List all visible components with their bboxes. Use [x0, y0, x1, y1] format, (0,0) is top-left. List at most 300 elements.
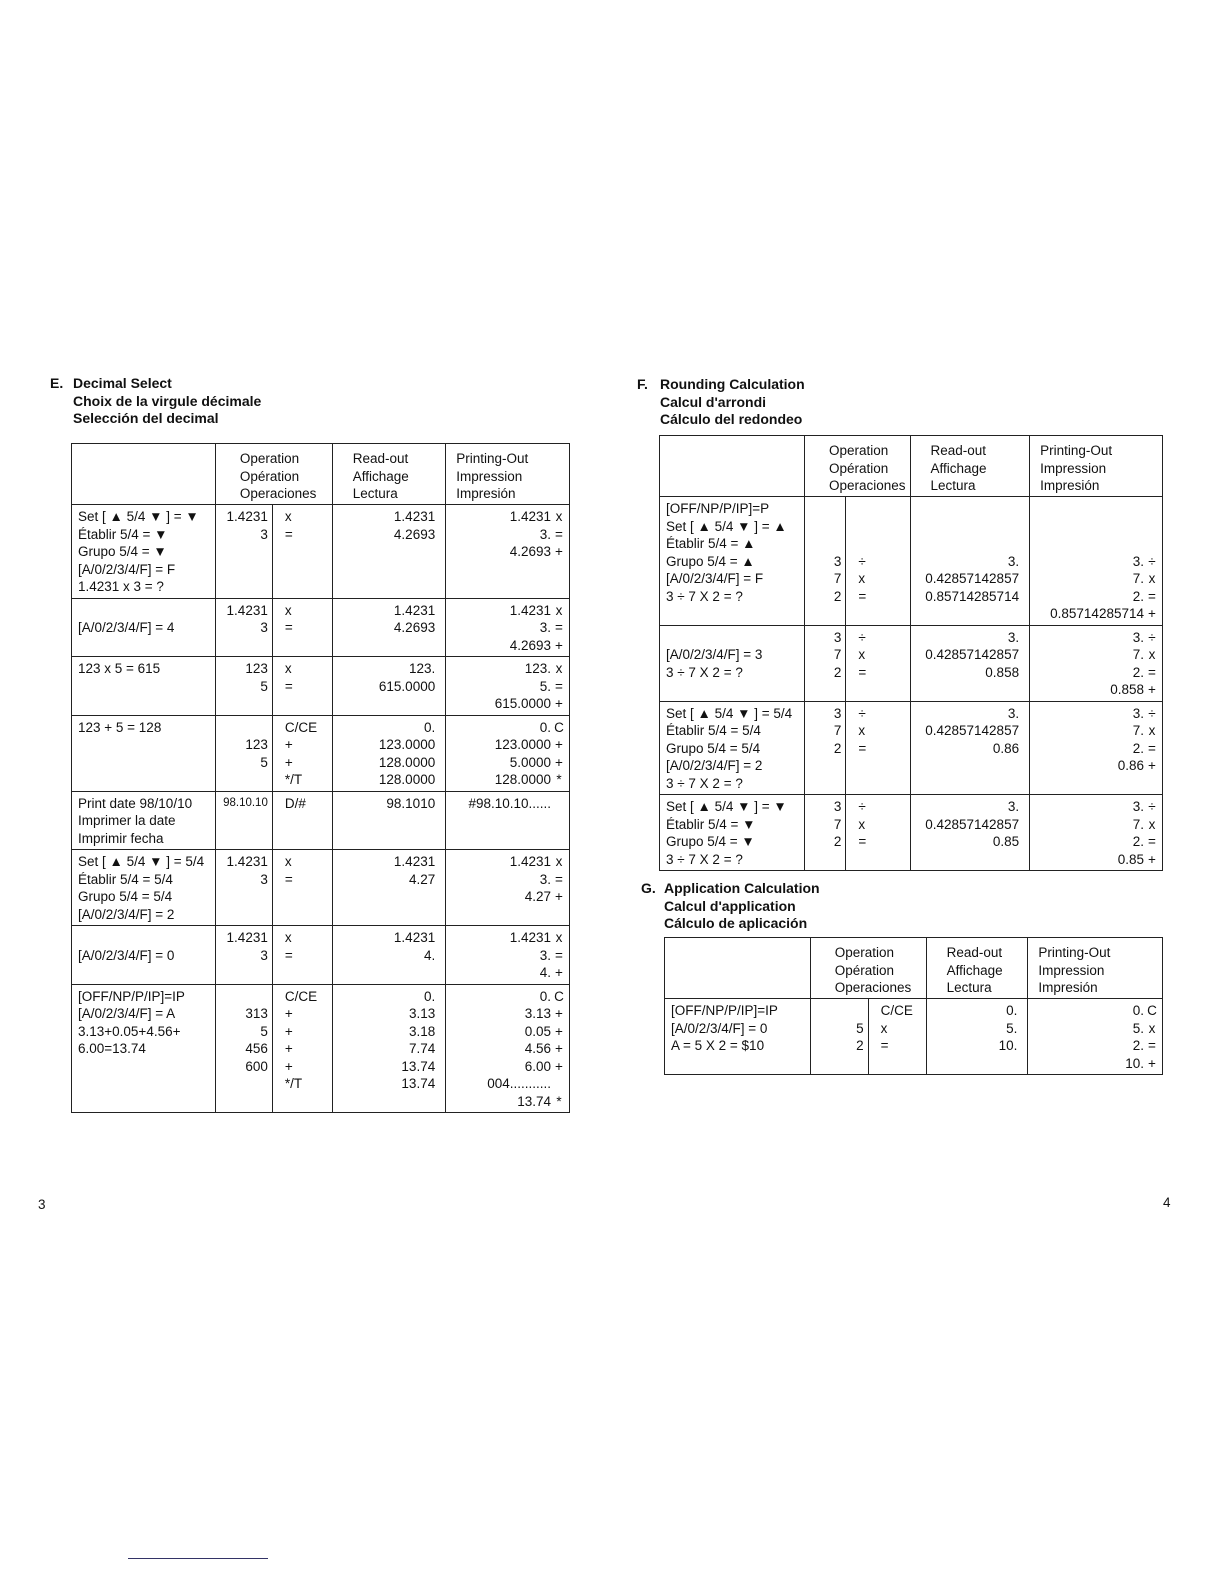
key-operator: x: [284, 509, 292, 524]
entry-number: 3: [260, 526, 268, 542]
entry-number: 3: [260, 947, 268, 963]
printout-line: [450, 754, 567, 772]
table-row: [72, 850, 570, 926]
section-letter: F.: [637, 376, 648, 392]
description-line: [666, 629, 800, 647]
key-operator: =: [284, 678, 293, 694]
printout-value: 1.4231: [509, 854, 551, 869]
key-operator: */T: [284, 1076, 303, 1091]
key-operator: =: [858, 740, 867, 756]
readout-value: 3.: [1007, 553, 1020, 569]
key-operator: ÷: [858, 629, 866, 645]
key-operator: C/CE: [284, 988, 318, 1004]
description-line: [78, 602, 211, 620]
readout-values: [910, 795, 1030, 871]
title-en: Rounding Calculation: [660, 376, 805, 392]
operation-description: [72, 850, 216, 926]
entry-numbers: [810, 999, 868, 1075]
readout-values: [332, 505, 446, 599]
printout-symbol: +: [555, 1006, 563, 1021]
entry-number: 5: [260, 754, 268, 770]
header-label: Lectura: [930, 478, 976, 493]
printout-value: 2.: [1132, 1038, 1144, 1053]
printout-value: 4.2693: [509, 544, 551, 559]
header-operation: [804, 436, 910, 497]
printout-value: 4.: [539, 965, 551, 980]
printout-value: 7.: [1132, 647, 1144, 662]
printout-symbol: [551, 795, 567, 813]
operation-description: [72, 505, 216, 599]
key-operator: +: [284, 1041, 293, 1056]
description-line: Établir 5/4 = ▲: [666, 536, 756, 551]
printout-symbol: +: [555, 1058, 563, 1074]
printout-line: [1034, 833, 1160, 851]
header-label: Impression: [1038, 962, 1105, 978]
entry-number: 2: [833, 664, 842, 680]
readout-value: 615.0000: [378, 678, 436, 694]
entry-number: 1.4231: [226, 602, 268, 618]
operation-description: [72, 715, 216, 791]
entry-number: [220, 719, 268, 737]
printout-line: [1034, 553, 1160, 571]
readout-value: 1.4231: [393, 509, 436, 524]
printout-line: [450, 1023, 567, 1041]
entry-number: 2: [833, 740, 842, 756]
readout-value: 3.18: [408, 1023, 436, 1039]
printout-value: 0.86: [1117, 758, 1144, 773]
printout-line: [1034, 681, 1160, 699]
readout-value: 13.74: [401, 1058, 436, 1074]
description-line: 3 ÷ 7 X 2 = ?: [666, 851, 743, 867]
printout-value: 3.: [1132, 553, 1144, 569]
printout-line: [1034, 535, 1160, 553]
description-line: [A/0/2/3/4/F] = 4: [78, 620, 175, 635]
printout-value: 7.: [1132, 816, 1144, 832]
header-readout: [910, 436, 1030, 497]
printout-line: [450, 619, 567, 637]
readout-values: [332, 791, 446, 850]
readout-value: 128.0000: [378, 772, 436, 787]
printout-symbol: x: [1148, 723, 1156, 738]
printout-value: 615.0000: [494, 696, 551, 711]
printout-value: 3.: [1132, 705, 1144, 721]
readout-value: 0.42857142857: [925, 647, 1020, 662]
header-label: Operation: [834, 945, 895, 960]
printout-line: [450, 964, 567, 982]
entry-numbers: [804, 497, 845, 626]
description-line: [A/0/2/3/4/F] = 2: [78, 906, 175, 922]
header-blank: [72, 444, 216, 505]
header-label: Lectura: [946, 980, 992, 995]
table-row: [660, 701, 1163, 795]
header-label: Read-out: [946, 945, 1003, 960]
readout-values: [332, 926, 446, 985]
printout-line: [1034, 851, 1160, 869]
printout-line: [450, 1040, 567, 1058]
entry-number: 2: [856, 1038, 864, 1053]
key-operator: +: [284, 737, 293, 752]
entry-number: 5: [856, 1020, 864, 1036]
printout-line: [1034, 816, 1160, 834]
readout-value: 0.85714285714: [925, 588, 1020, 604]
readout-value: 1.4231: [393, 602, 436, 618]
readout-value: 4.2693: [393, 620, 436, 635]
printout-line: [1034, 798, 1160, 816]
key-operator: =: [284, 947, 293, 963]
description-line: Set [ ▲ 5/4 ▼ ] = ▼: [666, 799, 787, 814]
entry-number: 1.4231: [226, 854, 268, 869]
printout-line: [1034, 757, 1160, 775]
printout-symbol: +: [1148, 1055, 1156, 1071]
title-fr: Calcul d'arrondi: [660, 393, 767, 410]
readout-value: 123.: [408, 661, 436, 676]
description-line: 3.13+0.05+4.56+: [78, 1023, 181, 1039]
printout-symbol: x: [555, 661, 563, 676]
page-number-left: 3: [38, 1197, 46, 1212]
entry-number: 3: [833, 705, 842, 721]
printout-symbol: x: [1148, 647, 1156, 662]
printout-symbol: =: [1148, 664, 1156, 680]
key-operator: ÷: [858, 705, 866, 721]
printout-line: [1032, 1002, 1160, 1020]
table-row: [72, 505, 570, 599]
readout-value: 4.: [423, 947, 436, 963]
printout-symbol: =: [1148, 588, 1156, 604]
entry-number: 600: [245, 1058, 268, 1074]
description-line: 3 ÷ 7 X 2 = ?: [666, 588, 743, 604]
key-operator: ÷: [858, 553, 866, 569]
printout-symbol: [551, 1075, 567, 1093]
printout-values: [1030, 497, 1163, 626]
entry-number: 313: [245, 1006, 268, 1021]
printout-value: 10.: [1125, 1055, 1144, 1071]
printout-line: [450, 1093, 567, 1111]
page-number-right: 4: [1163, 1195, 1171, 1210]
readout-value: [915, 518, 1020, 536]
printout-value: 1.4231: [509, 602, 551, 618]
header-printing: [446, 444, 570, 505]
printout-values: [446, 791, 570, 850]
entry-numbers: [215, 791, 272, 850]
printout-symbol: +: [1148, 851, 1156, 867]
key-operators: [272, 505, 332, 599]
readout-value: 3.: [1007, 799, 1020, 814]
header-row: [660, 436, 1163, 497]
readout-value: 0.42857142857: [925, 723, 1020, 738]
printout-value: 2.: [1132, 834, 1144, 849]
description-line: Établir 5/4 = 5/4: [78, 871, 173, 887]
header-label: Affichage: [946, 962, 1003, 978]
key-operator: =: [880, 1038, 889, 1053]
description-line: 123 + 5 = 128: [78, 719, 162, 735]
printout-values: [1028, 999, 1163, 1075]
key-operator: =: [284, 871, 293, 887]
key-operator: +: [284, 1023, 293, 1039]
readout-value: 98.1010: [386, 795, 436, 811]
header-readout: [926, 938, 1028, 999]
description-line: Grupo 5/4 = 5/4: [666, 740, 761, 756]
readout-values: [910, 497, 1030, 626]
key-operator: +: [284, 1006, 293, 1021]
header-label: Operaciones: [239, 486, 317, 501]
description-line: 1.4231 x 3 = ?: [78, 579, 164, 594]
printout-value: 1.4231: [509, 509, 551, 524]
title-en: Decimal Select: [73, 375, 172, 391]
description-line: Set [ ▲ 5/4 ▼ ] = ▼: [78, 509, 199, 524]
entry-numbers: [215, 926, 272, 985]
printout-line: [450, 695, 567, 713]
description-line: 3 ÷ 7 X 2 = ?: [666, 664, 743, 680]
title-es: Cálculo de aplicación: [664, 915, 808, 931]
header-label: Impresión: [1040, 478, 1100, 493]
readout-value: 3.: [1007, 705, 1020, 721]
key-operators: [272, 715, 332, 791]
printout-value: 4.56: [524, 1041, 551, 1056]
key-operator: */T: [284, 772, 303, 787]
printout-line: [1034, 646, 1160, 664]
entry-number: 5: [260, 1023, 268, 1039]
header-label: Affichage: [352, 468, 409, 484]
printout-symbol: +: [555, 1023, 563, 1039]
printout-value: 7.: [1132, 571, 1144, 586]
description-line: Établir 5/4 = 5/4: [666, 723, 761, 738]
key-operator: x: [284, 602, 292, 618]
printout-value: 123.0000: [494, 737, 551, 752]
readout-values: [926, 999, 1028, 1075]
header-label: Read-out: [930, 443, 987, 458]
printout-values: [446, 598, 570, 657]
printout-value: 3.: [539, 871, 551, 887]
printout-value: 3.: [1132, 799, 1144, 814]
printout-values: [446, 984, 570, 1113]
key-operator: x: [858, 723, 866, 738]
entry-numbers: [804, 795, 845, 871]
printout-symbol: ÷: [1148, 629, 1156, 645]
header-label: Operation: [239, 451, 300, 466]
readout-value: [915, 500, 1020, 518]
header-label: Impression: [1040, 460, 1107, 476]
description-line: 6.00=13.74: [78, 1041, 146, 1056]
description-line: [A/0/2/3/4/F] = 0: [78, 947, 175, 963]
entry-number: [809, 535, 841, 553]
printout-symbol: C: [554, 719, 564, 735]
printout-line: [1034, 605, 1160, 623]
printout-value: 0.05: [524, 1023, 551, 1039]
operation-description: [660, 701, 805, 795]
operation-description: [72, 598, 216, 657]
printout-value: 0.85714285714: [1050, 606, 1144, 621]
key-operator: x: [284, 854, 292, 869]
table-row: [660, 497, 1163, 626]
key-operators: [272, 598, 332, 657]
printout-symbol: +: [555, 637, 563, 653]
footer-rule: [128, 1558, 268, 1559]
readout-values: [910, 625, 1030, 701]
printout-symbol: +: [555, 544, 563, 559]
table-row: [72, 926, 570, 985]
printout-line: [450, 543, 567, 561]
operation-description: [660, 625, 805, 701]
operation-description: [72, 657, 216, 716]
header-label: Lectura: [352, 486, 398, 501]
title-fr: Calcul d'application: [664, 897, 796, 914]
description-line: Grupo 5/4 = ▲: [666, 553, 755, 569]
entry-number: 7: [833, 816, 842, 832]
printout-symbol: =: [555, 620, 563, 635]
description-line: [OFF/NP/P/IP]=IP: [671, 1003, 778, 1018]
description-line: [A/0/2/3/4/F] = A: [78, 1006, 176, 1021]
readout-value: 4.2693: [393, 526, 436, 542]
header-label: Operaciones: [834, 980, 912, 995]
key-operators: [846, 795, 910, 871]
key-operator: =: [284, 526, 293, 542]
printout-value: 4.27: [524, 889, 551, 904]
description-line: Établir 5/4 = ▼: [78, 526, 168, 542]
printout-line: [450, 526, 567, 544]
key-operator: C/CE: [880, 1003, 913, 1018]
header-label: Operaciones: [828, 478, 906, 493]
printout-line: [450, 871, 567, 889]
decimal-select-table: [71, 443, 570, 1113]
printout-values: [446, 715, 570, 791]
description-line: Grupo 5/4 = 5/4: [78, 889, 173, 904]
readout-value: 0.: [423, 988, 436, 1004]
description-line: [A/0/2/3/4/F] = 0: [671, 1020, 768, 1036]
printout-symbol: =: [555, 526, 563, 542]
printout-line: [450, 771, 567, 789]
printout-line: [1032, 1055, 1160, 1073]
readout-value: 0.42857142857: [925, 816, 1020, 832]
header-operation: [810, 938, 926, 999]
printout-line: [450, 508, 567, 526]
description-line: 123 x 5 = 615: [78, 661, 161, 676]
printout-value: 6.00: [524, 1058, 551, 1074]
operation-description: [72, 984, 216, 1113]
printout-symbol: *: [556, 772, 562, 787]
printout-symbol: [1144, 535, 1160, 553]
section-letter: E.: [50, 375, 64, 391]
readout-value: 0.: [1006, 1003, 1018, 1018]
readout-values: [910, 701, 1030, 795]
printout-line: [450, 678, 567, 696]
printout-symbol: ÷: [1148, 799, 1156, 814]
key-operators: [272, 791, 332, 850]
operation-description: [660, 497, 805, 626]
header-row: [72, 444, 570, 505]
printout-value: 7.: [1132, 723, 1144, 738]
printout-value: 3.: [539, 947, 551, 963]
printout-value: 2.: [1132, 588, 1144, 604]
entry-number: 3: [833, 629, 842, 645]
readout-value: 7.74: [408, 1041, 436, 1056]
readout-value: 1.4231: [393, 854, 436, 869]
header-label: Printing-Out: [456, 451, 529, 466]
entry-numbers: [215, 505, 272, 599]
printout-line: [450, 736, 567, 754]
entry-number: 3: [833, 799, 842, 814]
printout-symbol: +: [555, 737, 563, 752]
entry-number: 123: [245, 737, 268, 752]
printout-value: 0.: [1132, 1003, 1144, 1018]
printout-line: [450, 1058, 567, 1076]
key-operator: C/CE: [284, 719, 318, 735]
printout-value: 1.4231: [509, 930, 551, 945]
printout-value: 0.: [539, 719, 551, 735]
entry-numbers: [215, 850, 272, 926]
entry-number: 123: [245, 661, 268, 676]
printout-line: [450, 988, 567, 1006]
description-line: [A/0/2/3/4/F] = 3: [666, 647, 763, 662]
description-line: [A/0/2/3/4/F] = F: [666, 571, 764, 586]
readout-value: [915, 535, 1020, 553]
printout-symbol: +: [555, 965, 563, 980]
printout-line: [450, 947, 567, 965]
header-printing: [1028, 938, 1163, 999]
operation-description: [72, 926, 216, 985]
printout-symbol: =: [1148, 834, 1156, 849]
readout-values: [332, 657, 446, 716]
printout-values: [1030, 625, 1163, 701]
printout-symbol: +: [1148, 606, 1156, 621]
description-line: [OFF/NP/P/IP]=P: [666, 501, 770, 516]
readout-value: 123.0000: [378, 737, 436, 752]
printout-symbol: +: [1148, 682, 1156, 697]
readout-values: [332, 850, 446, 926]
operation-description: [665, 999, 811, 1075]
description-line: [A/0/2/3/4/F] = F: [78, 561, 176, 577]
header-operation: [215, 444, 332, 505]
printout-symbol: =: [555, 678, 563, 694]
section-letter: G.: [641, 880, 656, 896]
printout-symbol: x: [555, 602, 563, 618]
description-line: Set [ ▲ 5/4 ▼ ] = 5/4: [666, 705, 793, 721]
entry-number: 456: [245, 1041, 268, 1056]
entry-number: 3: [260, 620, 268, 635]
operation-description: [660, 795, 805, 871]
description-line: 3 ÷ 7 X 2 = ?: [666, 775, 743, 791]
printout-value: 4.2693: [509, 637, 551, 653]
header-label: Read-out: [352, 451, 409, 466]
printout-value: 123.: [524, 661, 551, 676]
table-row: [72, 715, 570, 791]
printout-symbol: x: [1148, 1020, 1156, 1036]
description-line: [78, 929, 211, 947]
readout-value: 1.4231: [393, 930, 436, 945]
key-operators: [272, 984, 332, 1113]
printout-symbol: x: [1148, 571, 1156, 586]
header-label: Opération: [834, 962, 895, 978]
printout-symbol: =: [1148, 740, 1156, 756]
key-operator: ÷: [858, 799, 866, 814]
readout-value: 4.27: [408, 871, 436, 887]
description-line: Grupo 5/4 = ▼: [78, 544, 167, 559]
key-operator: x: [858, 571, 866, 586]
header-readout: [332, 444, 446, 505]
printout-line: [450, 1075, 567, 1093]
printout-value: 13.74: [517, 1093, 551, 1109]
printout-symbol: ÷: [1148, 705, 1156, 721]
entry-number: 2: [833, 834, 842, 849]
description-line: Imprimer la date: [78, 813, 176, 828]
printout-symbol: [1144, 518, 1160, 536]
printout-values: [446, 926, 570, 985]
readout-values: [332, 598, 446, 657]
entry-number: 7: [833, 647, 842, 662]
printout-value: 0.: [539, 988, 551, 1004]
printout-line: [450, 929, 567, 947]
key-operator: D/#: [284, 795, 306, 811]
key-operators: [272, 657, 332, 716]
